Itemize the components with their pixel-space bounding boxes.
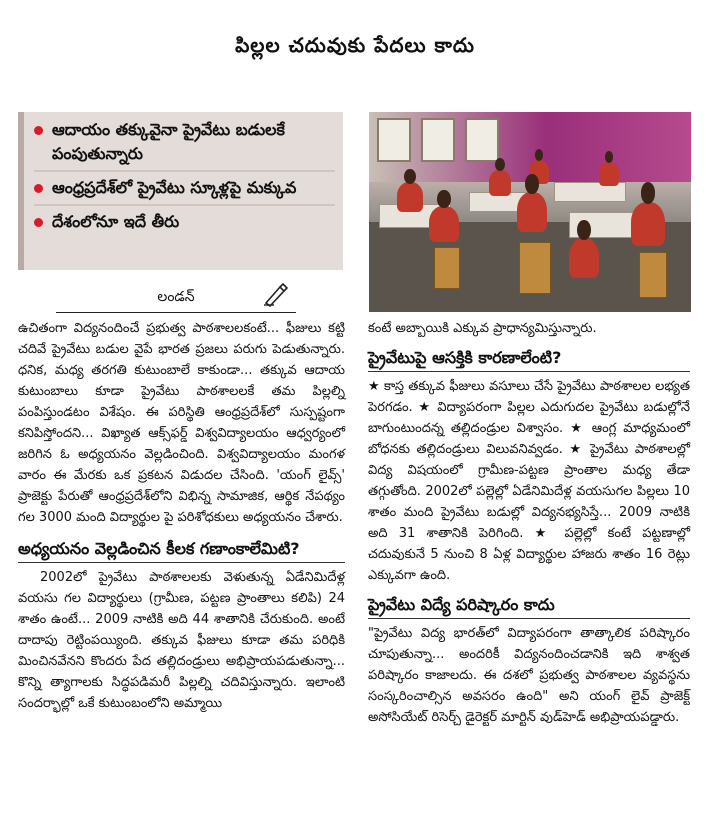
bullet-dot-icon [34, 126, 43, 135]
photo-student [429, 206, 459, 242]
highlight-text: ఆదాయం తక్కువైనా ప్రైవేటు బడులకే పంపుతున్నారు [52, 120, 285, 163]
article-paragraph: "ప్రైవేటు విద్య భారత్‌లో విద్యాపరంగా తాత్కాలిక పరిష్కారం చూపుతున్నా... అందరికీ విద్యనందించడానికి ఇది శాశ్వత పరిష్కారం కాజాలదు. ఈ దశలో ప్రభుత్వ పాఠశాలల వ్యవస్థను సంస్కరించాల్సిన అవసరం ఉంది" అని యంగ్ లైవ్ ప్రాజెక్ట్ అసోసియేట్ రిసెర్చ్ డైరెక్టర్ మార్టిన్ వుడ్‌హెడ్ అభిప్రాయపడ్డారు. [368, 626, 690, 725]
divider [34, 204, 335, 206]
divider [34, 170, 335, 172]
photo-student [397, 182, 423, 212]
section-heading: అధ్యయనం వెల్లడించిన కీలక గణాంకాలేమిటి? [18, 536, 345, 563]
highlight-item [34, 176, 335, 200]
article-column-left [18, 318, 345, 714]
pen-icon [262, 281, 292, 307]
section-heading: ప్రైవేటు విద్యే పరిష్కారం కాదు [368, 592, 690, 619]
headline: పిల్లల చదువుకు పేదలు కాదు [235, 33, 475, 57]
article-paragraph: ★ కాస్త తక్కువ ఫీజులు వసూలు చేసే ప్రైవేటు పాఠశాలల లభ్యత పెరగడం. ★ విద్యాపరంగా పిల్లల ఎదుగుదల ప్రైవేటు బడుల్లోనే బాగుంటుందన్న తల్లిదండ్రుల విశ్వాసం. ★ ఆంగ్ల మాధ్యమంలో బోధనకు తల్లిదండ్రులు విలువనివ్వడం. ★ ప్రైవేటు పాఠశాలల్లో విద్య విషయంలో గ్రామీణ-పట్టణ ప్రాంతాల మధ్య తేడా తగ్గుతోంది. 2002లో పల్లెల్లో ఏడేనిమిదేళ్ల వయసుగల పిల్లలు 10 శాతం మంది ప్రైవేటు బడుల్లో విద్యనభ్యసిస్తే... 2009 నాటికి అది 31 శాతానికి పెరిగింది. ★ పల్లెల్లో కంటే పట్టణాల్లో చదువుకునే 5 నుంచి 8 ఏళ్ల విద్యార్థుల హాజరు శాతం 16 రెట్లు ఎక్కువగా ఉంది. [368, 379, 690, 583]
article-paragraph: ఉచితంగా విద్యనందించే ప్రభుత్వ పాఠశాలలకంటే... ఫీజులు కట్టి చదివే ప్రైవేటు బడుల వైపే భారత ప్రజలు పరుగు పెడుతున్నారు. ధనిక, మధ్య తరగతి కుటుంబాలే కాకుండా... తక్కువ ఆదాయ కుటుంబాలు కూడా ప్రైవేటు పాఠశాలలకే తమ పిల్లల్ని పంపిస్తుండటం విశేషం. ఈ పరిస్థితి ఆంధ్రప్రదేశ్‌లో సుస్పష్టంగా కనిపిస్తోందని... విఖ్యాత ఆక్స్‌ఫర్డ్ విశ్వవిద్యాలయం ఆధ్వర్యంలో జరిగిన ఓ అధ్యయనం వెల్లడించింది. విశ్వవిద్యాలయం మంగళ వారం ఈ మేరకు ఒక ప్రకటన విడుదల చేసింది. 'యంగ్ లైవ్స్' ప్రాజెక్టు పేరుతో ఆంధ్రప్రదేశ్‌లోని విభిన్న సామాజిక, ఆర్థిక నేపథ్యం గల 3000 మంది విద్యార్థుల పై పరిశోధకులు అధ్యయనం చేశారు. [18, 321, 345, 525]
photo-chair [639, 252, 667, 298]
section-heading: ప్రైవేటుపై ఆసక్తికి కారణాలేంటి? [368, 345, 690, 372]
photo-chair [519, 242, 551, 294]
photo-window [465, 118, 499, 162]
article-paragraph: కంటే అబ్బాయికి ఎక్కువ ప్రాధాన్యమిస్తున్నారు. [368, 321, 597, 336]
highlight-item [34, 210, 335, 234]
bullet-dot-icon [34, 184, 43, 193]
highlights-box [18, 112, 343, 270]
photo-student [489, 170, 511, 196]
photo-student [517, 192, 547, 232]
photo-window [421, 118, 455, 162]
photo-student [599, 162, 619, 186]
highlight-text: దేశంలోనూ ఇదే తీరు [52, 212, 180, 231]
byline: లండన్ [56, 286, 296, 313]
classroom-photo [369, 112, 691, 312]
photo-student [631, 202, 665, 246]
article-column-right [368, 318, 690, 728]
photo-chair [434, 247, 460, 289]
highlight-item [34, 118, 335, 166]
photo-student [569, 238, 599, 278]
highlight-text: ఆంధ్రప్రదేశ్‌లో ప్రైవేటు స్కూళ్లపై మక్కువ [52, 178, 297, 197]
bullet-dot-icon [34, 218, 43, 227]
article-paragraph: 2002లో ప్రైవేటు పాఠశాలలకు వెళుతున్న ఏడేనిమిదేళ్ల వయసు గల విద్యార్థులు (గ్రామీణ, పట్టణ ప్రాంతాలు కలిపి) 24 శాతం ఉంటే... 2009 నాటికి అది 44 శాతానికి చేరుకుంది. అంటే దాదాపు రెట్టింపయ్యింది. తక్కువ ఫీజులు కూడా తమ పరిధికి మించినవేనని కొందరు పేద తల్లిదండ్రులు అభిప్రాయపడుతున్నా... కొన్ని త్యాగాలకు సిద్ధపడిమరీ పిల్లల్ని చదివిస్తున్నారు. ఇలాంటి సందర్భాల్లో ఒకే కుటుంబంలోని అమ్మాయి [18, 570, 345, 711]
photo-window [377, 118, 411, 162]
